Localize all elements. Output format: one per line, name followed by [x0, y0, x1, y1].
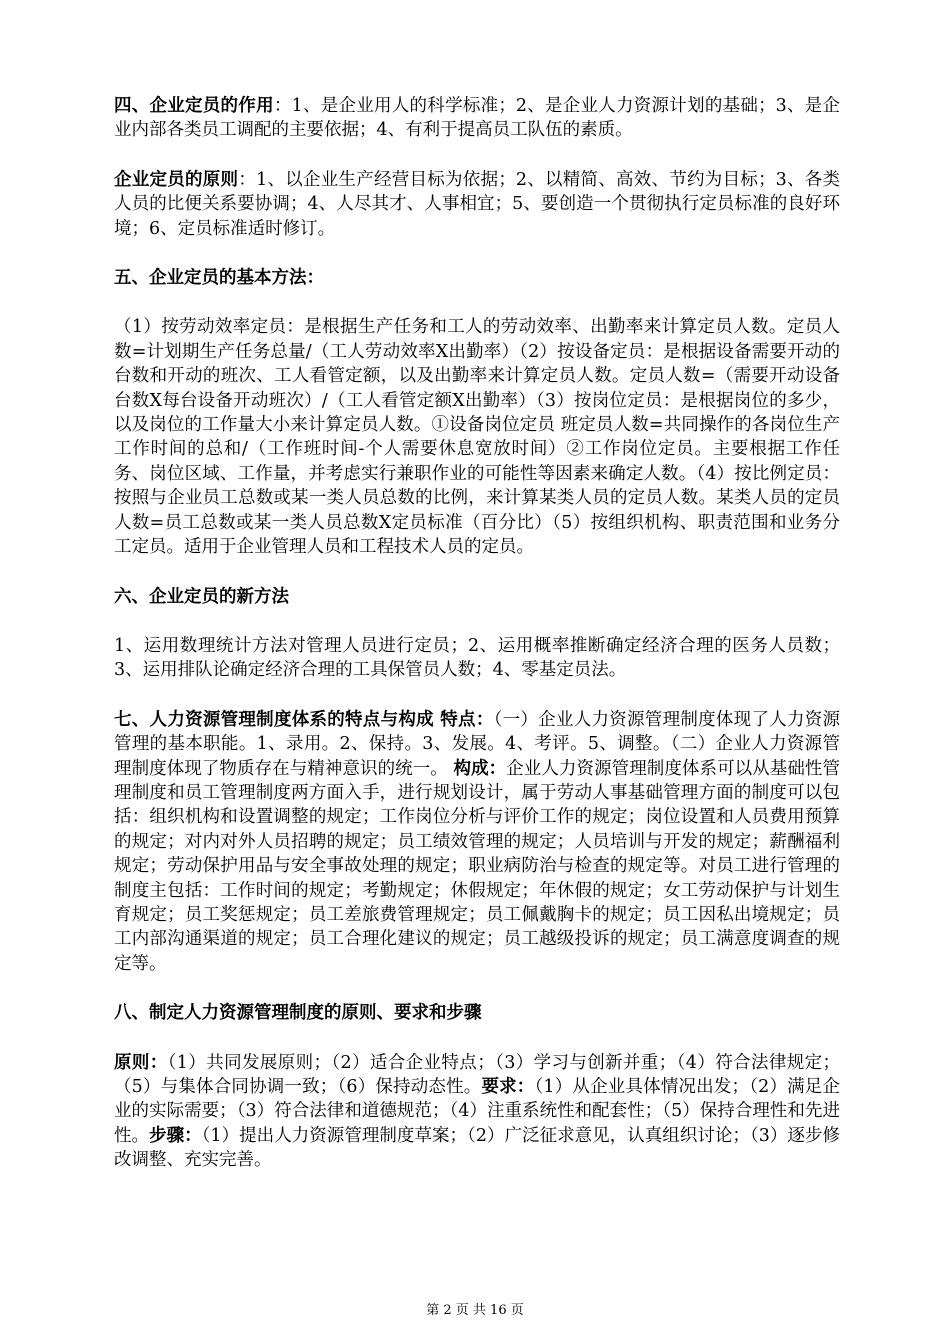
section-8-paragraph — [114, 1051, 840, 1173]
section-8-requirement-heading: 要求： — [481, 1077, 535, 1097]
section-7-composition-heading: 构成： — [453, 758, 507, 779]
section-7-features-heading: 特点： — [440, 709, 494, 730]
section-4-paragraph — [114, 94, 840, 143]
section-4-heading: 四、企业定员的作用 — [114, 96, 274, 116]
document-body — [114, 94, 840, 1198]
section-8-principle-heading: 原则： — [114, 1052, 168, 1073]
section-5-text: （1）按劳动效率定员：是根据生产任务和工人的劳动效率、出勤率来计算定员人数。定员人数=计划期生产任务总量/（工人劳动效率X出勤率）（2）按设备定员：是根据设备需要开动的台数和开动的班次、工人看管定额，以及出勤率来计算定员人数。定员人数=（需要开动设备台数X每台设备开动班次）/（工人看管定额X出勤率）（3）按岗位定员：是根据岗位的多少，以及岗位的工作量大小来计算定员人数。①设备岗位定员 班定员人数=共同操作的各岗位生产工作时间的总和/（工作班时间-个人需要休息宽放时间）②工作岗位定员。主要根据工作任务、岗位区域、工作量，并考虑实行兼职作业的可能性等因素来确定人数。（4）按比例定员：按照与企业员工总数或某一类人员总数的比例，来计算某类人员的定员人数。某类人员的定员人数=员工总数或某一类人员总数X定员标准（百分比）（5）按组织机构、职责范围和业务分工定员。适用于企业管理人员和工程技术人员的定员。 — [114, 317, 840, 558]
section-4-text: ：1、是企业用人的科学标准；2、是企业人力资源计划的基础；3、是企业内部各类员工调配的主要依据；4、有利于提高员工队伍的素质。 — [114, 96, 841, 141]
section-7-composition-text: 企业人力资源管理制度体系可以从基础性管理制度和员工管理制度两方面入手，进行规划设计，属于劳动人事基础管理方面的制度可以包括：组织机构和设置调整的规定；工作岗位分析与评价工作的规定；岗位设置和人员费用预算的规定；对内对外人员招聘的规定；员工绩效管理的规定；人员培训与开发的规定；薪酬福利规定；劳动保护用品与安全事故处理的规定；职业病防治与检查的规定等。对员工进行管理的制度主包括：工作时间的规定；考勤规定；休假规定；年休假的规定；女工劳动保护与计划生育规定；员工奖惩规定；员工差旅费管理规定；员工佩戴胸卡的规定；员工因私出境规定；员工内部沟通渠道的规定；员工合理化建议的规定；员工越级投诉的规定；员工满意度调查的规定等。 — [114, 758, 841, 974]
section-5-heading: 五、企业定员的基本方法： — [114, 268, 324, 289]
section-6-text: 1、运用数理统计方法对管理人员进行定员；2、运用概率推断确定经济合理的医务人员数；3、运用排队论确定经济合理的工具保管员人数；4、零基定员法。 — [114, 635, 840, 681]
section-8-steps-heading: 步骤： — [149, 1125, 202, 1146]
section-7-paragraph — [114, 708, 840, 976]
page-number-footer: 第 2 页 共 16 页 — [426, 1303, 524, 1318]
section-8-principle-text: （1）共同发展原则；（2）适合企业特点；（3）学习与创新并重；（4）符合法律规定；（5）与集体合同协调一致；（6）保持动态性。 — [114, 1052, 840, 1097]
principle-heading: 企业定员的原则 — [114, 169, 239, 190]
section-8-heading: 八、制定人力资源管理制度的原则、要求和步骤 — [114, 1003, 482, 1024]
section-8-requirement-text: （1）从企业具体情况出发；（2）满足企业的实际需要；（3）符合法律和道德规范；（4）注重系统性和配套性；（5）保持合理性和先进性。 — [114, 1077, 840, 1146]
section-7-heading: 七、人力资源管理制度体系的特点与构成 — [114, 709, 434, 730]
section-8-steps-text: （1）提出人力资源管理制度草案；（2）广泛征求意见，认真组织讨论；（3）逐步修改调整、充实完善。 — [114, 1125, 840, 1171]
principle-paragraph — [114, 168, 840, 241]
principle-text: ：1、以企业生产经营目标为依据；2、以精简、高效、节约为目标；3、各类人员的比便关系要协调；4、人尽其才、人事相宜；5、要创造一个贯彻执行定员标准的良好环境；6、定员标准适时修订。 — [114, 169, 840, 239]
section-7-features-text: （一）企业人力资源管理制度体现了人力资源管理的基本职能。1、录用。2、保持。3、发展。4、考评。5、调整。（二）企业人力资源管理制度体现了物质存在与精神意识的统一。 — [114, 709, 841, 779]
section-6-heading: 六、企业定员的新方法 — [114, 586, 289, 607]
